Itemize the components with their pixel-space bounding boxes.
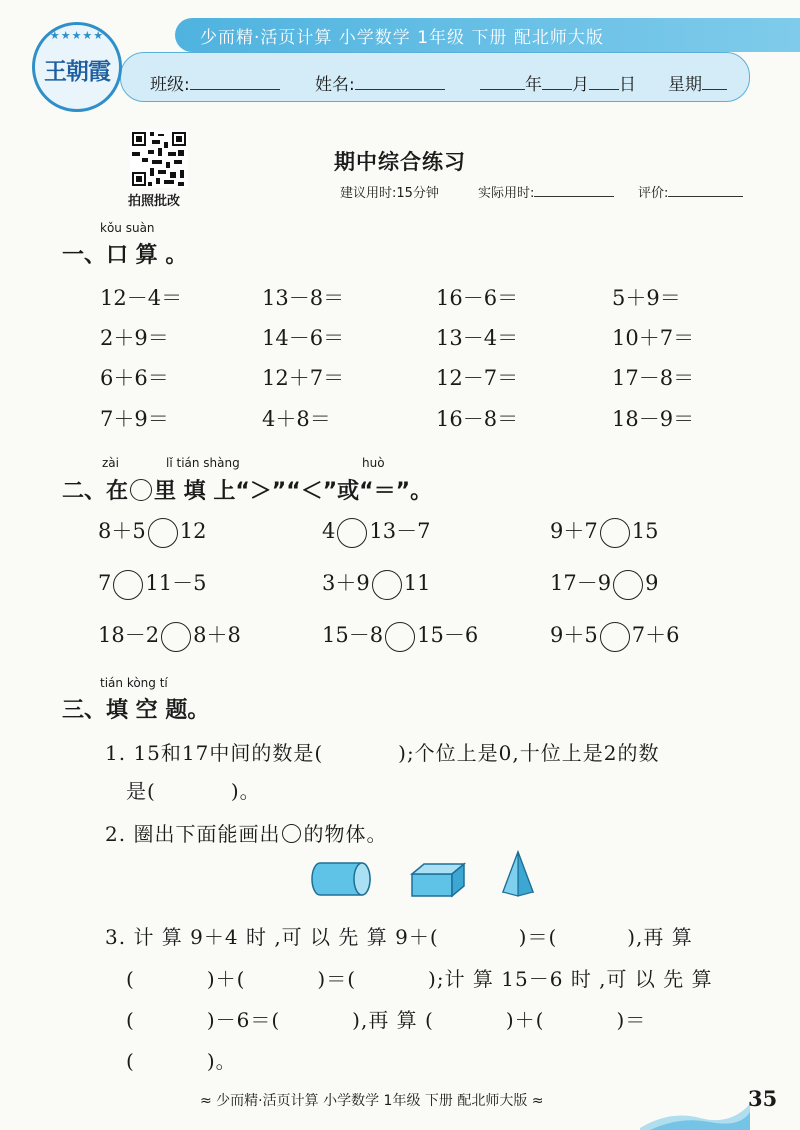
section2-pinyin-zai: zài [102, 456, 119, 470]
compare-item: 9＋7 15 [550, 515, 658, 548]
cylinder-icon[interactable] [310, 860, 372, 898]
calc-item[interactable]: 12－7＝ [436, 366, 519, 390]
calc-item[interactable]: 16－8＝ [436, 407, 519, 431]
calc-item[interactable]: 2＋9＝ [100, 326, 169, 350]
page-title: 期中综合练习 [334, 150, 466, 174]
section1-pinyin: kǒu suàn [100, 221, 155, 235]
section1-title: 一、口 算 。 [62, 243, 188, 268]
section2-pinyin-huo: huò [362, 456, 385, 470]
answer-circle[interactable] [337, 518, 367, 548]
rating-field[interactable]: 评价: [638, 182, 743, 201]
calc-item[interactable]: 10＋7＝ [612, 326, 695, 350]
compare-item: 17－9 9 [550, 567, 658, 600]
answer-circle[interactable] [372, 570, 402, 600]
calc-item[interactable]: 17－8＝ [612, 366, 695, 390]
calc-item[interactable]: 12－4＝ [100, 286, 183, 310]
answer-circle[interactable] [148, 518, 178, 548]
section2-pinyin-li: lǐ tián shàng [166, 456, 240, 470]
calc-item[interactable]: 16－6＝ [436, 286, 519, 310]
question-3-line2: ( )＋( )＝( );计 算 15－6 时 ,可 以 先 算 [126, 967, 713, 991]
calc-item[interactable]: 12＋7＝ [262, 366, 345, 390]
answer-circle[interactable] [600, 518, 630, 548]
series-title: 少而精·活页计算 小学数学 1年级 下册 配北师大版 [200, 28, 604, 48]
answer-circle[interactable] [613, 570, 643, 600]
question-1: 1. 15和17中间的数是( );个位上是0,十位上是2的数 [105, 741, 660, 765]
cone-icon[interactable] [500, 850, 536, 900]
suggested-time: 建议用时:15分钟 [340, 186, 439, 201]
section3-title: 三、填 空 题。 [62, 698, 210, 723]
cuboid-icon[interactable] [410, 862, 468, 898]
compare-item: 9＋5 7＋6 [550, 619, 679, 652]
question-1-cont: 是( )。 [126, 779, 261, 803]
circle-icon [282, 824, 301, 843]
calc-item[interactable]: 18－9＝ [612, 407, 695, 431]
compare-item: 8＋5 12 [98, 515, 206, 548]
weekday-field[interactable]: 星期 [668, 70, 727, 95]
qr-label: 拍照批改 [128, 194, 181, 209]
section2-title: 二、在 里 填 上“＞”“＜”或“＝”。 [62, 479, 433, 504]
calc-item[interactable]: 4＋8＝ [262, 407, 331, 431]
logo-text: 王朝霞 [44, 59, 110, 85]
circle-icon [130, 479, 152, 501]
publisher-logo [32, 22, 122, 112]
question-3-line4: ( )。 [126, 1049, 237, 1073]
star-icon: ★★★★★ [49, 29, 105, 42]
name-field[interactable]: 姓名: [315, 70, 445, 95]
calc-item[interactable]: 7＋9＝ [100, 407, 169, 431]
question-3-line3: ( )－6＝( ),再 算 ( )＋( )＝ [126, 1008, 647, 1032]
section3-pinyin: tián kòng tí [100, 676, 168, 690]
calc-item[interactable]: 6＋6＝ [100, 366, 169, 390]
calc-item[interactable]: 13－4＝ [436, 326, 519, 350]
compare-item: 3＋9 11 [322, 567, 430, 600]
date-field[interactable]: 年 月 日 [480, 70, 636, 95]
actual-time-field[interactable]: 实际用时: [478, 182, 614, 201]
calc-item[interactable]: 13－8＝ [262, 286, 345, 310]
calc-item[interactable]: 5＋9＝ [612, 286, 681, 310]
answer-circle[interactable] [385, 622, 415, 652]
answer-circle[interactable] [161, 622, 191, 652]
compare-item: 4 13－7 [322, 515, 430, 548]
question-2: 2. 圈出下面能画出 的物体。 [105, 822, 388, 846]
calc-item[interactable]: 14－6＝ [262, 326, 345, 350]
compare-item: 15－8 15－6 [322, 619, 478, 652]
answer-circle[interactable] [600, 622, 630, 652]
class-field[interactable]: 班级: [150, 70, 280, 95]
wave-decoration [640, 1100, 750, 1130]
question-3: 3. 计 算 9＋4 时 ,可 以 先 算 9＋( )＝( ),再 算 [105, 925, 693, 949]
footer-text: ≈ 少而精·活页计算 小学数学 1年级 下册 配北师大版 ≈ [200, 1093, 544, 1109]
answer-circle[interactable] [113, 570, 143, 600]
page-number: 35 [748, 1086, 778, 1111]
compare-item: 18－2 8＋8 [98, 619, 241, 652]
compare-item: 7 11－5 [98, 567, 206, 600]
